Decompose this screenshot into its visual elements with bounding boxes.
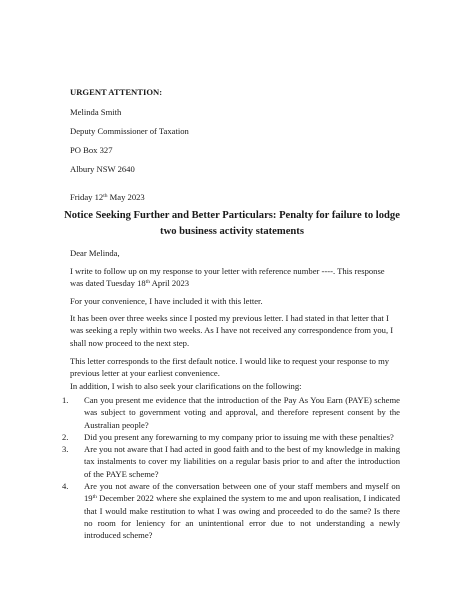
list-item <box>62 431 400 443</box>
paragraph-2: For your convenience, I have included it with this letter. <box>70 296 263 306</box>
paragraph-1-text: I write to follow up on my response to your letter with reference number ----. This response was dated Tuesday 18 <box>70 266 385 289</box>
date-suffix: th <box>103 193 108 199</box>
paragraph-3: It has been over three weeks since I posted my previous letter. I had stated in that letter that I was seeking a reply within two weeks. As I have not received any correspondence from you, I shall now proceed to the next step. <box>70 313 394 348</box>
recipient-city: Albury NSW 2640 <box>70 164 135 174</box>
list-item <box>62 480 400 541</box>
list-item-text: Can you present me evidence that the introduction of the Pay As You Earn (PAYE) scheme was subject to government voting and approval, and therefore represent consent by the Australian people? <box>84 395 400 430</box>
list-item-number: 4. <box>62 481 69 492</box>
list-item-number: 1. <box>62 395 69 405</box>
recipient-name: Melinda Smith <box>70 107 122 117</box>
letter-date <box>70 192 145 202</box>
list-item <box>62 443 400 480</box>
list-item-text: Did you present any forewarning to my company prior to issuing me with these penalties? <box>84 431 394 442</box>
paragraph-4: This letter corresponds to the first default notice. I would like to request your response to my previous letter at your earliest convenience. <box>70 356 390 379</box>
list-item-text-post: December 2022 where she explained the system to me and upon realisation, I indicated that I would make restitution to what I was owing and proceeded to do the same? Is there no room for leniency for an unintentional error due to not understanding a newly introduced scheme? <box>84 493 400 541</box>
date-rest: May 2023 <box>107 192 145 202</box>
recipient-po-box: PO Box 327 <box>70 145 113 155</box>
list-item-number: 2. <box>62 431 69 442</box>
list-item <box>62 394 400 431</box>
list-item-number: 3. <box>62 444 69 455</box>
questions-list <box>62 394 400 542</box>
recipient-title: Deputy Commissioner of Taxation <box>70 126 189 136</box>
paragraph-1-sup: th <box>145 279 150 286</box>
list-item-text-pre: Are you not aware of the conversation between one of your staff members and myself on 19 <box>84 481 400 504</box>
paragraph-1 <box>70 265 396 290</box>
list-item-text: Are you not aware that I had acted in good faith and to the best of my knowledge in making tax instalments to cover my liabilities on a regular basis prior to and after the introduction of the PAYE scheme? <box>84 444 400 479</box>
list-item-sup: th <box>92 494 97 501</box>
letter-subject: Notice Seeking Further and Better Particulars: Penalty for failure to lodge two business activity statements <box>64 210 400 237</box>
attention-heading: URGENT ATTENTION: <box>70 87 163 97</box>
list-item-text <box>84 480 400 541</box>
paragraph-5: In addition, I wish to also seek your clarifications on the following: <box>70 381 302 391</box>
salutation: Dear Melinda, <box>70 248 120 258</box>
date-prefix: Friday 12 <box>70 192 104 202</box>
paragraph-1-end: April 2023 <box>149 278 190 289</box>
